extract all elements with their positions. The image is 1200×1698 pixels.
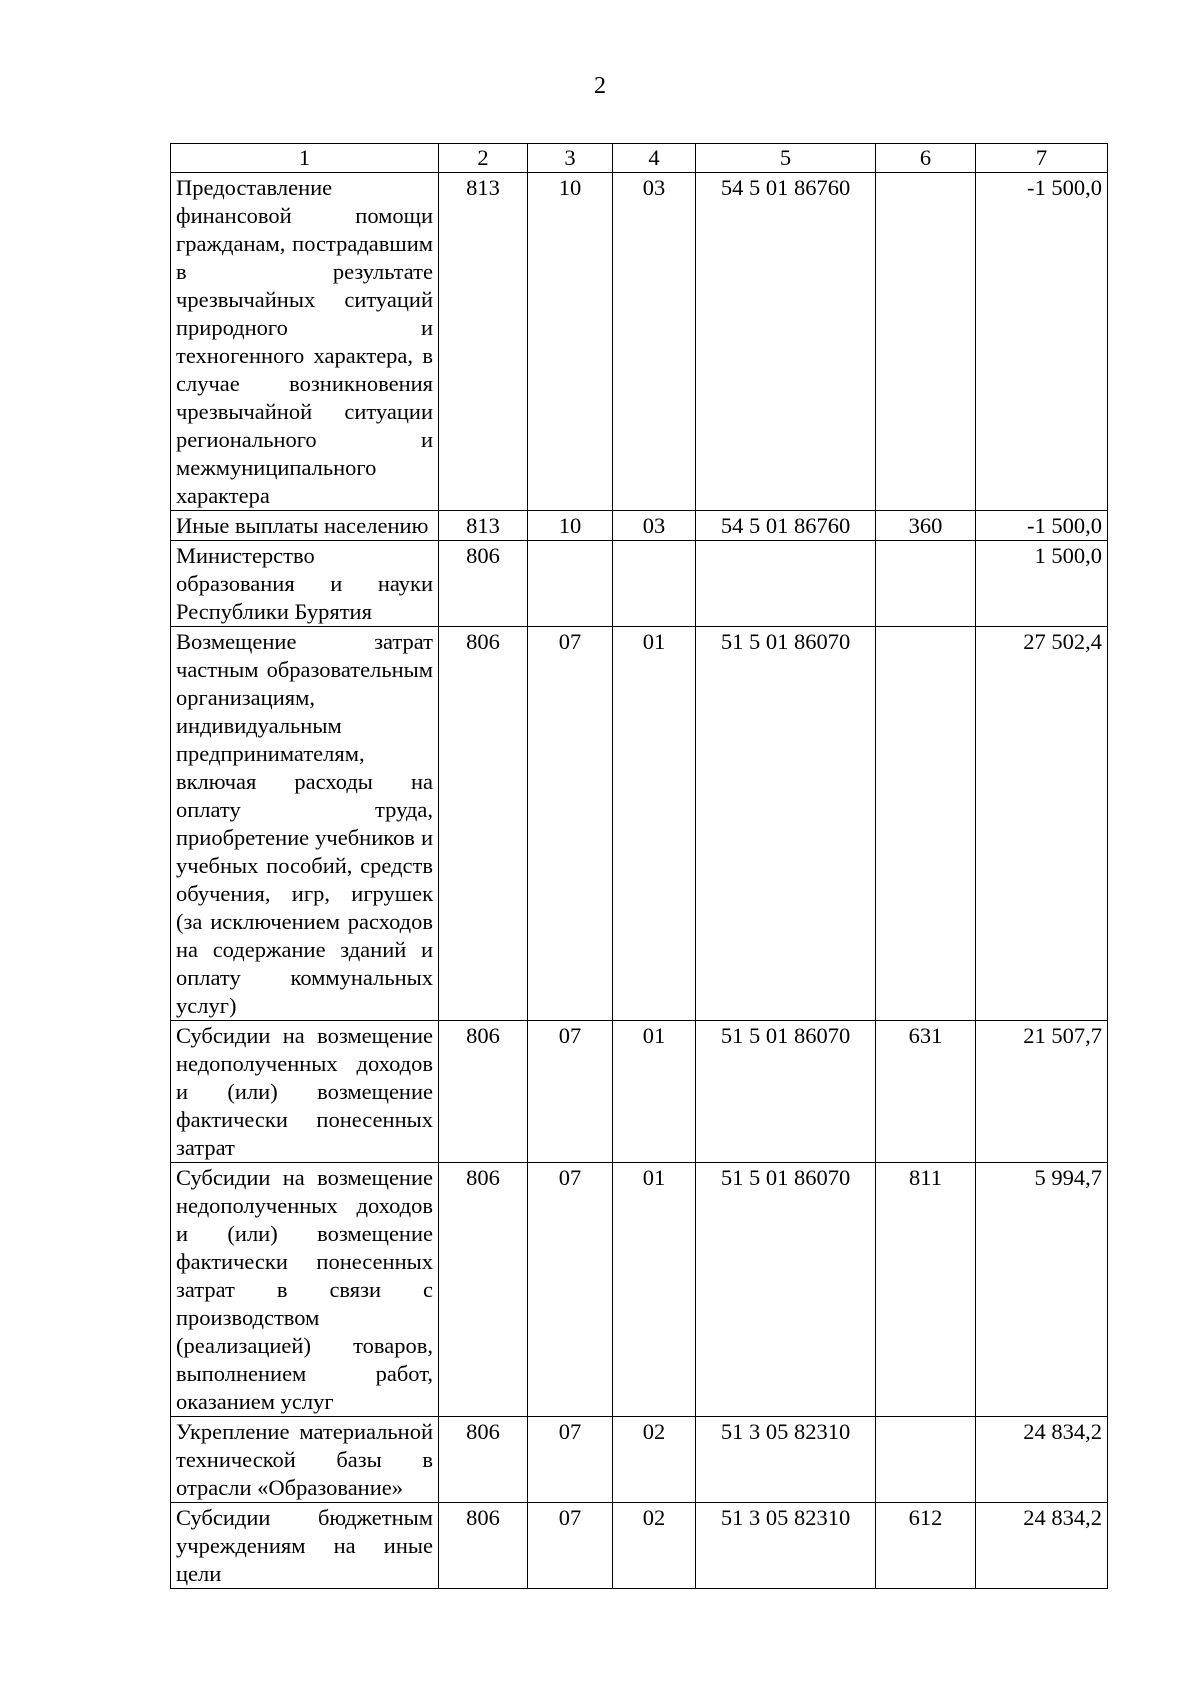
target-code: 51 5 01 86070	[696, 627, 876, 1021]
row-name: Субсидии бюджетным учреждениям на иные цели	[171, 1503, 439, 1589]
page-number: 2	[594, 73, 606, 99]
amount: 21 507,7	[976, 1021, 1108, 1163]
row-name: Иные выплаты населению	[171, 511, 439, 541]
column-header: 1	[171, 144, 439, 173]
subsection-code: 01	[613, 627, 696, 1021]
section-code	[528, 541, 613, 627]
section-code: 07	[528, 1163, 613, 1417]
ministry-code: 806	[439, 1021, 528, 1163]
expense-type-code	[876, 1417, 976, 1503]
expense-type-code: 811	[876, 1163, 976, 1417]
column-header: 6	[876, 144, 976, 173]
table-row	[171, 1503, 1108, 1589]
target-code: 51 3 05 82310	[696, 1503, 876, 1589]
target-code: 54 5 01 86760	[696, 511, 876, 541]
column-header: 3	[528, 144, 613, 173]
row-name: Возмещение затрат частным образовательным организациям, индивидуальным предпринимателям, включая расходы на оплату труда, приобретение учебников и учебных пособий, средств обучения, игр, игрушек (за исключением расходов на содержание зданий и оплату коммунальных услуг)	[171, 627, 439, 1021]
subsection-code: 03	[613, 173, 696, 511]
ministry-code: 806	[439, 627, 528, 1021]
row-name: Укрепление материальной технической базы в отрасли «Образование»	[171, 1417, 439, 1503]
row-name: Субсидии на возмещение недополученных доходов и (или) возмещение фактически понесенных затрат	[171, 1021, 439, 1163]
amount: -1 500,0	[976, 511, 1108, 541]
amount: 1 500,0	[976, 541, 1108, 627]
ministry-code: 806	[439, 1163, 528, 1417]
table-row	[171, 173, 1108, 511]
ministry-code: 806	[439, 541, 528, 627]
expense-type-code: 631	[876, 1021, 976, 1163]
table-row	[171, 1163, 1108, 1417]
ministry-code: 806	[439, 1417, 528, 1503]
target-code: 51 5 01 86070	[696, 1163, 876, 1417]
row-name: Министерство образования и науки Республики Бурятия	[171, 541, 439, 627]
section-code: 07	[528, 1417, 613, 1503]
target-code: 54 5 01 86760	[696, 173, 876, 511]
target-code: 51 3 05 82310	[696, 1417, 876, 1503]
section-code: 10	[528, 173, 613, 511]
expense-type-code	[876, 173, 976, 511]
table-row	[171, 1021, 1108, 1163]
expense-type-code: 360	[876, 511, 976, 541]
subsection-code: 01	[613, 1163, 696, 1417]
subsection-code: 03	[613, 511, 696, 541]
table-row	[171, 511, 1108, 541]
amount: 24 834,2	[976, 1503, 1108, 1589]
ministry-code: 813	[439, 173, 528, 511]
expense-type-code	[876, 541, 976, 627]
amount: 24 834,2	[976, 1417, 1108, 1503]
expense-type-code	[876, 627, 976, 1021]
table-row	[171, 627, 1108, 1021]
section-code: 07	[528, 1503, 613, 1589]
ministry-code: 806	[439, 1503, 528, 1589]
column-header: 2	[439, 144, 528, 173]
amount: -1 500,0	[976, 173, 1108, 511]
subsection-code: 02	[613, 1503, 696, 1589]
amount: 5 994,7	[976, 1163, 1108, 1417]
target-code: 51 5 01 86070	[696, 1021, 876, 1163]
column-header: 7	[976, 144, 1108, 173]
budget-table	[170, 143, 1108, 1589]
expense-type-code: 612	[876, 1503, 976, 1589]
column-header: 5	[696, 144, 876, 173]
section-code: 07	[528, 1021, 613, 1163]
row-name: Субсидии на возмещение недополученных доходов и (или) возмещение фактически понесенных затрат в связи с производством (реализацией) товаров, выполнением работ, оказанием услуг	[171, 1163, 439, 1417]
subsection-code: 01	[613, 1021, 696, 1163]
target-code	[696, 541, 876, 627]
row-name: Предоставление финансовой помощи гражданам, пострадавшим в результате чрезвычайных ситуаций природного и техногенного характера, в случае возникновения чрезвычайной ситуации регионального и межмуниципального характера	[171, 173, 439, 511]
section-code: 10	[528, 511, 613, 541]
section-code: 07	[528, 627, 613, 1021]
subsection-code: 02	[613, 1417, 696, 1503]
ministry-code: 813	[439, 511, 528, 541]
table-row	[171, 1417, 1108, 1503]
header-row	[171, 144, 1108, 173]
amount: 27 502,4	[976, 627, 1108, 1021]
column-header: 4	[613, 144, 696, 173]
subsection-code	[613, 541, 696, 627]
table-row	[171, 541, 1108, 627]
